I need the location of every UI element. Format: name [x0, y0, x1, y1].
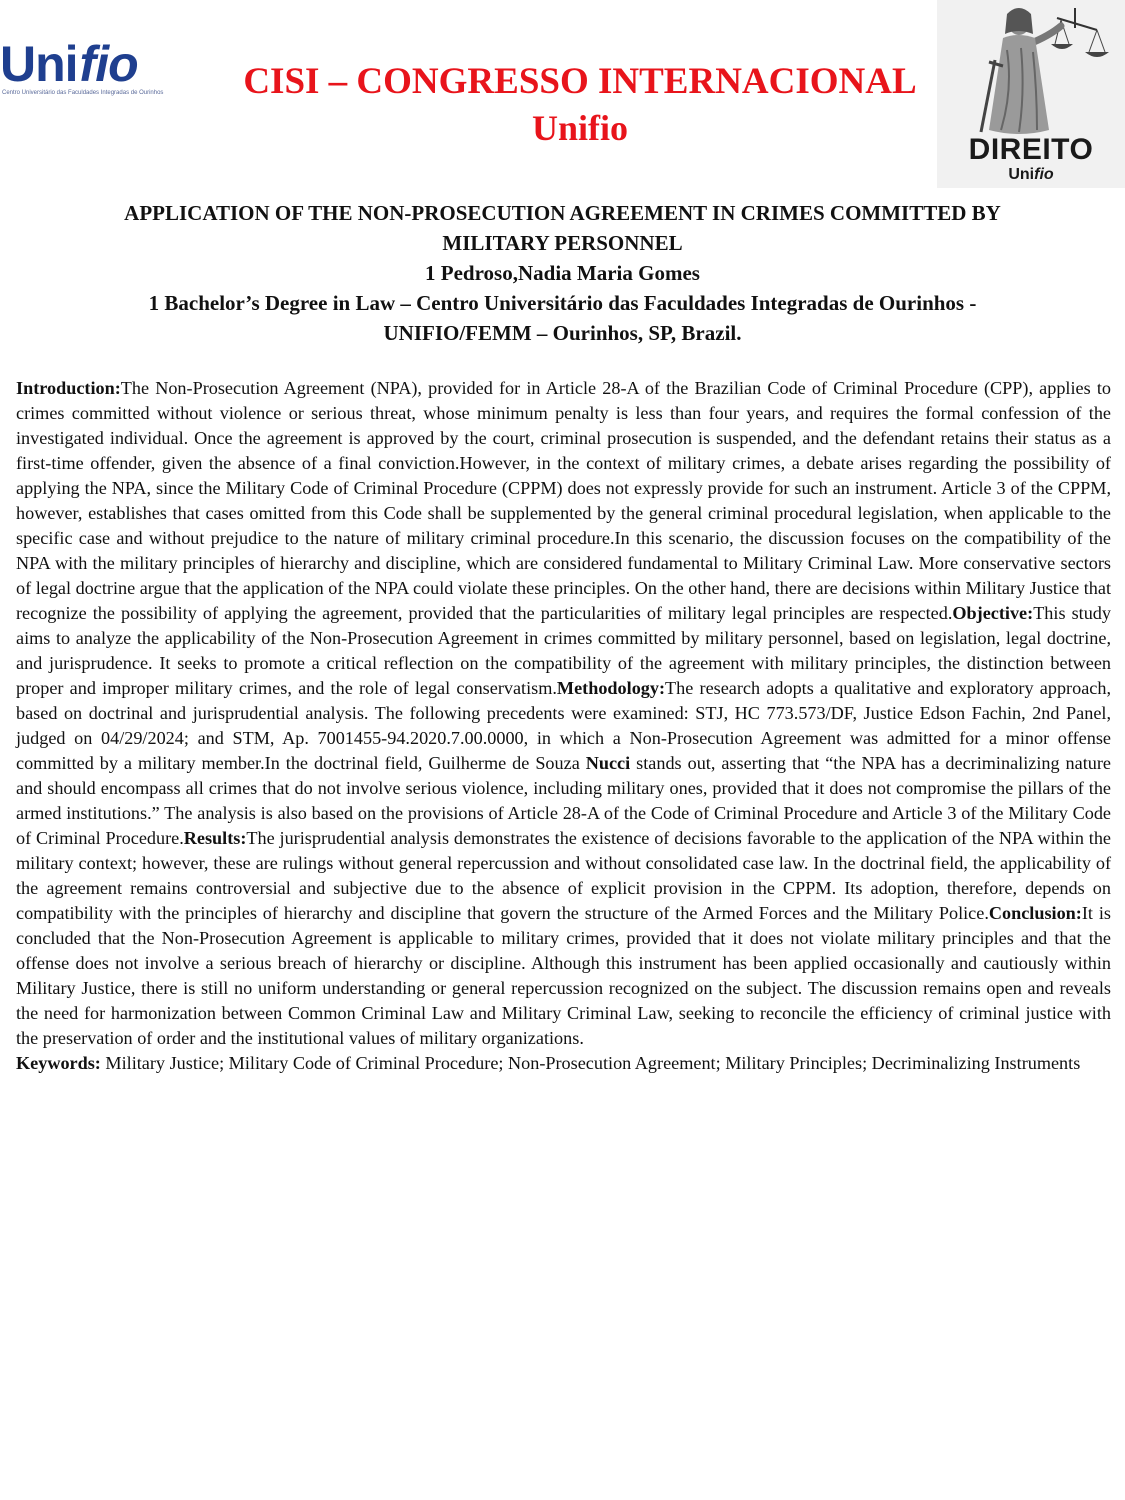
paper-affiliation-line1: 1 Bachelor’s Degree in Law – Centro Universitário das Faculdades Integradas de Ourinhos - [148, 291, 977, 315]
paper-title-line2: MILITARY PERSONNEL [442, 231, 683, 255]
conclusion-text: It is concluded that the Non-Prosecution Agreement is applicable to military crimes, provided that it does not violate military principles and that the offense does not involve a serious breach of hierarchy or discipline. Although this instrument has been applied occasionally and cautiously within Military Justice, there is still no uniform understanding or general repercussion recognized on the subject. The discussion remains open and reveals the need for harmonization between Common Criminal Law and Military Criminal Law, seeking to reconcile the efficiency of criminal justice with the preservation of order and the institutional values of military organizations. [16, 903, 1111, 1048]
logo-uni-text: Uni [0, 36, 78, 92]
paper-title-line1: APPLICATION OF THE NON-PROSECUTION AGREEMENT IN CRIMES COMMITTED BY [124, 201, 1001, 225]
results-label: Results: [183, 828, 247, 848]
keywords-paragraph [16, 1051, 1111, 1076]
logo-fio-text: fio [79, 36, 138, 92]
lady-justice-icon [937, 0, 1125, 136]
unifio-wordmark [0, 38, 138, 90]
conclusion-label: Conclusion: [988, 903, 1082, 923]
direito-unifio-label [937, 166, 1125, 184]
keywords-label: Keywords: [16, 1053, 101, 1073]
paper-heading [20, 198, 1105, 348]
direito-uni-text: Uni [1008, 166, 1035, 183]
methodology-bold-name: Nucci [585, 753, 631, 773]
unifio-logo [0, 38, 216, 100]
objective-text: This study aims to analyze the applicability of the Non-Prosecution Agreement in crimes committed by military personnel, based on legislation, legal doctrine, and jurisprudence. It seeks to promote a critical reflection on the compatibility of the agreement with military principles, the distinction between proper and improper military crimes, and the role of legal conservatism. [16, 603, 1111, 698]
methodology-text-a: The research adopts a qualitative and exploratory approach, based on doctrinal and jurisprudential analysis. The following precedents were examined: STJ, HC 773.573/DF, Justice Edson Fachin, 2nd Panel, judged on 04/29/2024; and STM, Ap. 7001455-94.2020.7.00.0000, in which a Non-Prosecution Agreement was admitted for a minor offense committed by a military member.In the doctrinal field, Guilherme de Souza [16, 678, 1111, 773]
intro-text: The Non-Prosecution Agreement (NPA), provided for in Article 28-A of the Brazilian Code of Criminal Procedure (CPP), applies to crimes committed without violence or serious threat, whose minimum penalty is less than four years, and requires the formal confession of the investigated individual. Once the agreement is approved by the court, criminal prosecution is suspended, and the defendant retains their status as a first-time offender, given the absence of a final conviction.However, in the context of military crimes, a debate arises regarding the possibility of applying the NPA, since the Military Code of Criminal Procedure (CPPM) does not expressly provide for such an instrument. Article 3 of the CPPM, however, establishes that cases omitted from this Code shall be supplemented by the general criminal procedural legislation, when applicable to the specific case and without prejudice to the nature of military criminal procedure.In this scenario, the discussion focuses on the compatibility of the NPA with the military principles of hierarchy and discipline, which are considered fundamental to Military Criminal Law. More conservative sectors of legal doctrine argue that the application of the NPA could violate these principles. On the other hand, there are decisions within Military Justice that recognize the possibility of applying the agreement, provided that the particularities of military legal principles are respected. [16, 378, 1111, 623]
paper-affiliation-line2: UNIFIO/FEMM – Ourinhos, SP, Brazil. [383, 321, 742, 345]
abstract-body [16, 376, 1111, 1076]
congress-title: CISI – CONGRESSO INTERNACIONAL [243, 61, 917, 102]
direito-fio-text: fio [1034, 166, 1054, 183]
methodology-label: Methodology: [556, 678, 666, 698]
results-text: The jurisprudential analysis demonstrates the existence of decisions favorable to the application of the NPA within the military context; however, these are rulings without general repercussion and without consolidated case law. In the doctrinal field, the applicability of the agreement remains controversial and subjective due to the absence of explicit provision in the CPPM. Its adoption, therefore, depends on compatibility with the principles of hierarchy and discipline that govern the structure of the Armed Forces and the Military Police. [16, 828, 1111, 923]
direito-logo [937, 0, 1125, 188]
logo-tagline: Centro Universitário das Faculdades Integradas de Ourinhos [2, 90, 164, 96]
paper-author: 1 Pedroso,Nadia Maria Gomes [425, 261, 700, 285]
methodology-text-b: stands out, asserting that “the NPA has a decriminalizing nature and should encompass all crimes that do not involve serious violence, including military ones, provided that it does not compromise the pillars of the armed institutions.” The analysis is also based on the provisions of Article 28-A of the Code of Criminal Procedure and Article 3 of the Military Code of Criminal Procedure. [16, 753, 1111, 848]
objective-label: Objective: [952, 603, 1034, 623]
intro-label: Introduction: [16, 378, 121, 398]
congress-subtitle: Unifio [531, 108, 628, 148]
abstract-paragraph [16, 376, 1111, 1051]
keywords-text: Military Justice; Military Code of Criminal Procedure; Non-Prosecution Agreement; Military Principles; Decriminalizing Instruments [100, 1053, 1081, 1073]
direito-label: DIREITO [968, 133, 1094, 166]
